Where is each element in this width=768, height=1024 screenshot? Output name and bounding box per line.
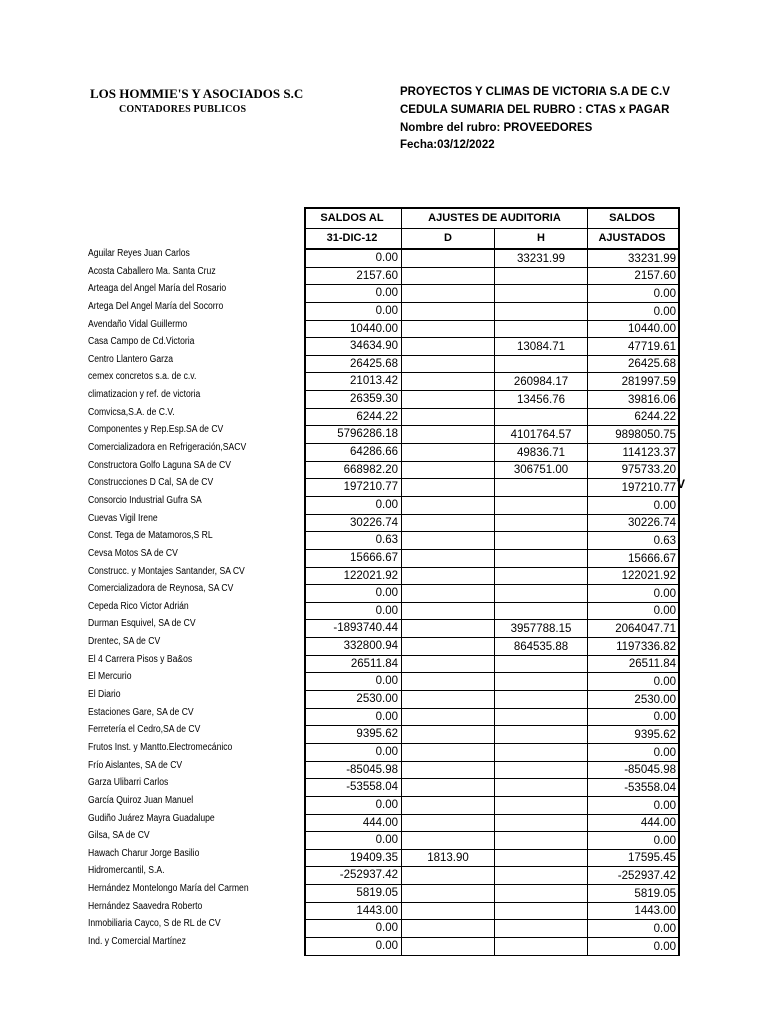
provider-name: Hidromercantil, S.A. (88, 865, 165, 877)
provider-name: Artega Del Angel María del Socorro (88, 300, 224, 312)
provider-name: Hernández Montelongo María del Carmen (88, 883, 249, 895)
adjusted-cell: 2157.60 (588, 267, 680, 285)
saldo-cell: 0.00 (305, 249, 402, 267)
header-debit: D (402, 229, 495, 250)
table-row (305, 761, 679, 779)
saldo-cell: 34634.90 (305, 338, 402, 356)
adjusted-cell: 197210.77 (588, 479, 680, 497)
adjusted-cell: 9395.62 (588, 726, 680, 744)
provider-name: Garza Ulibarri Carlos (88, 777, 169, 789)
table-row (305, 320, 679, 338)
saldo-cell: 444.00 (305, 814, 402, 832)
saldo-cell: 0.00 (305, 585, 402, 603)
adjusted-cell: 0.00 (588, 673, 680, 691)
credit-cell (495, 796, 588, 814)
debit-cell (402, 902, 495, 920)
credit-cell (495, 408, 588, 426)
table-row (305, 567, 679, 585)
adjusted-cell: 122021.92 (588, 567, 680, 585)
rubro-name: Nombre del rubro: PROVEEDORES (400, 122, 593, 134)
table-row (305, 867, 679, 885)
debit-cell (402, 426, 495, 444)
adjusted-cell: 0.00 (588, 920, 680, 938)
adjusted-cell: 0.00 (588, 796, 680, 814)
provider-name: climatizacion y ref. de victoria (88, 389, 201, 401)
adjusted-cell: 0.00 (588, 496, 680, 514)
table-row (305, 796, 679, 814)
saldo-cell: 0.00 (305, 302, 402, 320)
debit-cell (402, 302, 495, 320)
report-title: CEDULA SUMARIA DEL RUBRO : CTAS x PAGAR (400, 104, 670, 116)
provider-name: cemex concretos s.a. de c.v. (88, 371, 197, 383)
adjusted-cell: 0.00 (588, 708, 680, 726)
table-row (305, 708, 679, 726)
saldo-cell: 26359.30 (305, 391, 402, 409)
credit-cell (495, 779, 588, 797)
credit-cell: 3957788.15 (495, 620, 588, 638)
adjusted-cell: -252937.42 (588, 867, 680, 885)
credit-cell (495, 743, 588, 761)
saldo-cell: 122021.92 (305, 567, 402, 585)
debit-cell (402, 514, 495, 532)
table-row (305, 779, 679, 797)
table-row (305, 514, 679, 532)
header-saldos-al: SALDOS AL (305, 208, 402, 229)
debit-cell (402, 496, 495, 514)
table-row (305, 885, 679, 903)
adjusted-cell: 33231.99 (588, 249, 680, 267)
credit-cell (495, 355, 588, 373)
credit-cell: 13456.76 (495, 391, 588, 409)
saldo-cell: 0.00 (305, 743, 402, 761)
credit-cell (495, 902, 588, 920)
debit-cell (402, 655, 495, 673)
credit-cell: 4101764.57 (495, 426, 588, 444)
adjusted-cell: 0.00 (588, 937, 680, 955)
check-mark: V (677, 477, 686, 491)
saldo-cell: 30226.74 (305, 514, 402, 532)
credit-cell (495, 514, 588, 532)
debit-cell (402, 249, 495, 267)
saldo-cell: 0.00 (305, 708, 402, 726)
saldo-cell: 5819.05 (305, 885, 402, 903)
saldo-cell: 0.00 (305, 602, 402, 620)
adjusted-cell: 0.00 (588, 285, 680, 303)
saldo-cell: 0.00 (305, 796, 402, 814)
provider-name: El Diario (88, 689, 121, 701)
debit-cell (402, 479, 495, 497)
header-credit: H (495, 229, 588, 250)
company-name: PROYECTOS Y CLIMAS DE VICTORIA S.A DE C.V (400, 86, 670, 98)
debit-cell (402, 673, 495, 691)
adjusted-cell: 9898050.75 (588, 426, 680, 444)
debit-cell (402, 920, 495, 938)
debit-cell (402, 620, 495, 638)
credit-cell (495, 867, 588, 885)
table-row (305, 902, 679, 920)
saldo-cell: 19409.35 (305, 849, 402, 867)
report-date: Fecha:03/12/2022 (400, 139, 495, 151)
adjusted-cell: 1443.00 (588, 902, 680, 920)
provider-name: Casa Campo de Cd.Victoria (88, 336, 195, 348)
table-row (305, 391, 679, 409)
credit-cell (495, 602, 588, 620)
table-row (305, 373, 679, 391)
saldo-cell: 0.00 (305, 496, 402, 514)
debit-cell (402, 408, 495, 426)
table-row (305, 673, 679, 691)
table-row (305, 726, 679, 744)
credit-cell (495, 655, 588, 673)
credit-cell (495, 673, 588, 691)
credit-cell (495, 814, 588, 832)
saldo-cell: 15666.67 (305, 549, 402, 567)
credit-cell (495, 832, 588, 850)
provider-name: Drentec, SA de CV (88, 636, 161, 648)
debit-cell (402, 532, 495, 550)
adjusted-cell: 975733.20 (588, 461, 680, 479)
saldo-cell: 0.00 (305, 832, 402, 850)
debit-cell (402, 708, 495, 726)
adjusted-cell: 2530.00 (588, 691, 680, 709)
debit-cell (402, 267, 495, 285)
adjusted-cell: 1197336.82 (588, 638, 680, 656)
provider-name: Comvicsa,S.A. de C.V. (88, 406, 175, 418)
provider-name: García Quiroz Juan Manuel (88, 794, 194, 806)
table-row (305, 655, 679, 673)
table-row (305, 479, 679, 497)
firm-subtitle: CONTADORES PUBLICOS (119, 104, 247, 115)
provider-name: Comercializadora en Refrigeración,SACV (88, 442, 247, 454)
debit-cell (402, 726, 495, 744)
credit-cell (495, 585, 588, 603)
table-row (305, 285, 679, 303)
debit-cell (402, 814, 495, 832)
provider-name: Aguilar Reyes Juan Carlos (88, 248, 190, 259)
credit-cell (495, 761, 588, 779)
credit-cell: 306751.00 (495, 461, 588, 479)
table-row (305, 620, 679, 638)
saldo-cell: 26425.68 (305, 355, 402, 373)
credit-cell (495, 479, 588, 497)
debit-cell (402, 320, 495, 338)
saldo-cell: 0.00 (305, 285, 402, 303)
table-row (305, 602, 679, 620)
adjusted-cell: 0.00 (588, 302, 680, 320)
saldo-cell: -53558.04 (305, 779, 402, 797)
saldo-cell: 1443.00 (305, 902, 402, 920)
adjusted-cell: 17595.45 (588, 849, 680, 867)
saldo-cell: -252937.42 (305, 867, 402, 885)
debit-cell (402, 761, 495, 779)
provider-name: Construcciones D Cal, SA de CV (88, 477, 214, 489)
firm-name: LOS HOMMIE'S Y ASOCIADOS S.C (90, 86, 304, 101)
summary-table (304, 207, 680, 956)
credit-cell (495, 937, 588, 955)
header-ajustados: AJUSTADOS (588, 229, 680, 250)
credit-cell (495, 920, 588, 938)
provider-name: Cevsa Motos SA de CV (88, 547, 178, 559)
provider-name: Cuevas Vigil Irene (88, 512, 158, 524)
table-row (305, 849, 679, 867)
table-row (305, 426, 679, 444)
table-row (305, 920, 679, 938)
table-row (305, 444, 679, 462)
saldo-cell: 0.63 (305, 532, 402, 550)
saldo-cell: -85045.98 (305, 761, 402, 779)
provider-name: Hawach Charur Jorge Basilio (88, 847, 200, 859)
credit-cell: 33231.99 (495, 249, 588, 267)
saldo-cell: 2157.60 (305, 267, 402, 285)
debit-cell (402, 691, 495, 709)
adjusted-cell: 2064047.71 (588, 620, 680, 638)
table-row (305, 267, 679, 285)
debit-cell (402, 885, 495, 903)
provider-name: Comercializadora de Reynosa, SA CV (88, 583, 234, 595)
provider-name: Construcc. y Montajes Santander, SA CV (88, 565, 245, 577)
debit-cell (402, 567, 495, 585)
adjusted-cell: -85045.98 (588, 761, 680, 779)
table-row (305, 585, 679, 603)
provider-name: Cepeda Rico Victor Adrián (88, 600, 189, 612)
table-row (305, 937, 679, 955)
table-row (305, 832, 679, 850)
adjusted-cell: 0.63 (588, 532, 680, 550)
credit-cell (495, 285, 588, 303)
debit-cell (402, 285, 495, 303)
provider-name: Estaciones Gare, SA de CV (88, 706, 194, 718)
provider-name: Hernández Saavedra Roberto (88, 900, 203, 912)
adjusted-cell: 0.00 (588, 602, 680, 620)
adjusted-cell: 30226.74 (588, 514, 680, 532)
provider-name: Const. Tega de Matamoros,S RL (88, 530, 213, 542)
adjusted-cell: 6244.22 (588, 408, 680, 426)
provider-name: Acosta Caballero Ma. Santa Cruz (88, 265, 216, 277)
debit-cell (402, 638, 495, 656)
table-row (305, 408, 679, 426)
saldo-cell: 0.00 (305, 673, 402, 691)
table-row (305, 249, 679, 267)
table-row (305, 638, 679, 656)
table-row (305, 691, 679, 709)
credit-cell (495, 302, 588, 320)
credit-cell: 13084.71 (495, 338, 588, 356)
provider-name: Ferretería el Cedro,SA de CV (88, 724, 201, 736)
credit-cell (495, 849, 588, 867)
saldo-cell: 6244.22 (305, 408, 402, 426)
provider-name: Inmobiliaria Cayco, S de RL de CV (88, 918, 221, 930)
provider-name: Frío Aislantes, SA de CV (88, 759, 183, 771)
provider-name: Ind. y Comercial Martínez (88, 935, 186, 947)
saldo-cell: 0.00 (305, 920, 402, 938)
table-row (305, 743, 679, 761)
credit-cell (495, 885, 588, 903)
saldo-cell: 0.00 (305, 937, 402, 955)
saldo-cell: 197210.77 (305, 479, 402, 497)
provider-name: Constructora Golfo Laguna SA de CV (88, 459, 231, 471)
credit-cell: 260984.17 (495, 373, 588, 391)
saldo-cell: 26511.84 (305, 655, 402, 673)
provider-name: Gudiño Juárez Mayra Guadalupe (88, 812, 215, 824)
provider-names-column (88, 245, 275, 951)
debit-cell (402, 391, 495, 409)
header-saldos: SALDOS (588, 208, 680, 229)
saldo-cell: 10440.00 (305, 320, 402, 338)
debit-cell (402, 355, 495, 373)
adjusted-cell: 15666.67 (588, 549, 680, 567)
saldo-cell: -1893740.44 (305, 620, 402, 638)
provider-name: Durman Esquivel, SA de CV (88, 618, 196, 630)
saldo-cell: 9395.62 (305, 726, 402, 744)
debit-cell (402, 444, 495, 462)
debit-cell (402, 867, 495, 885)
credit-cell (495, 532, 588, 550)
debit-cell (402, 461, 495, 479)
provider-name: Arteaga del Angel María del Rosario (88, 283, 227, 295)
provider-name: Gilsa, SA de CV (88, 830, 150, 842)
debit-cell (402, 743, 495, 761)
credit-cell (495, 726, 588, 744)
adjusted-cell: 0.00 (588, 832, 680, 850)
credit-cell: 49836.71 (495, 444, 588, 462)
debit-cell (402, 937, 495, 955)
credit-cell (495, 267, 588, 285)
provider-name: Avendaño Vidal Guillermo (88, 318, 188, 330)
table-row (305, 461, 679, 479)
saldo-cell: 668982.20 (305, 461, 402, 479)
adjusted-cell: 39816.06 (588, 391, 680, 409)
table-row (305, 814, 679, 832)
table-row (305, 532, 679, 550)
header-ajustes: AJUSTES DE AUDITORIA (402, 208, 588, 229)
saldo-cell: 21013.42 (305, 373, 402, 391)
credit-cell (495, 691, 588, 709)
credit-cell (495, 567, 588, 585)
provider-name: Centro Llantero Garza (88, 353, 174, 365)
table-row (305, 355, 679, 373)
debit-cell (402, 602, 495, 620)
adjusted-cell: 444.00 (588, 814, 680, 832)
adjusted-cell: 26425.68 (588, 355, 680, 373)
saldo-cell: 64286.66 (305, 444, 402, 462)
credit-cell (495, 708, 588, 726)
adjusted-cell: 26511.84 (588, 655, 680, 673)
header-date: 31-DIC-12 (305, 229, 402, 250)
debit-cell (402, 549, 495, 567)
debit-cell (402, 779, 495, 797)
credit-cell (495, 496, 588, 514)
debit-cell (402, 373, 495, 391)
provider-name: El Mercurio (88, 671, 132, 683)
debit-cell: 1813.90 (402, 849, 495, 867)
table-row (305, 302, 679, 320)
adjusted-cell: 281997.59 (588, 373, 680, 391)
adjusted-cell: 0.00 (588, 585, 680, 603)
debit-cell (402, 338, 495, 356)
saldo-cell: 332800.94 (305, 638, 402, 656)
debit-cell (402, 796, 495, 814)
adjusted-cell: 10440.00 (588, 320, 680, 338)
table-row (305, 338, 679, 356)
provider-name: El 4 Carrera Pisos y Ba&os (88, 653, 193, 665)
saldo-cell: 5796286.18 (305, 426, 402, 444)
credit-cell (495, 320, 588, 338)
provider-name: Frutos Inst. y Mantto.Electromecánico (88, 741, 233, 753)
adjusted-cell: 47719.61 (588, 338, 680, 356)
saldo-cell: 2530.00 (305, 691, 402, 709)
adjusted-cell: 114123.37 (588, 444, 680, 462)
table-row (305, 496, 679, 514)
credit-cell (495, 549, 588, 567)
debit-cell (402, 585, 495, 603)
adjusted-cell: -53558.04 (588, 779, 680, 797)
adjusted-cell: 5819.05 (588, 885, 680, 903)
table-row (305, 549, 679, 567)
credit-cell: 864535.88 (495, 638, 588, 656)
adjusted-cell: 0.00 (588, 743, 680, 761)
debit-cell (402, 832, 495, 850)
provider-name: Consorcio Industrial Gufra SA (88, 494, 202, 506)
provider-name: Componentes y Rep.Esp.SA de CV (88, 424, 224, 436)
